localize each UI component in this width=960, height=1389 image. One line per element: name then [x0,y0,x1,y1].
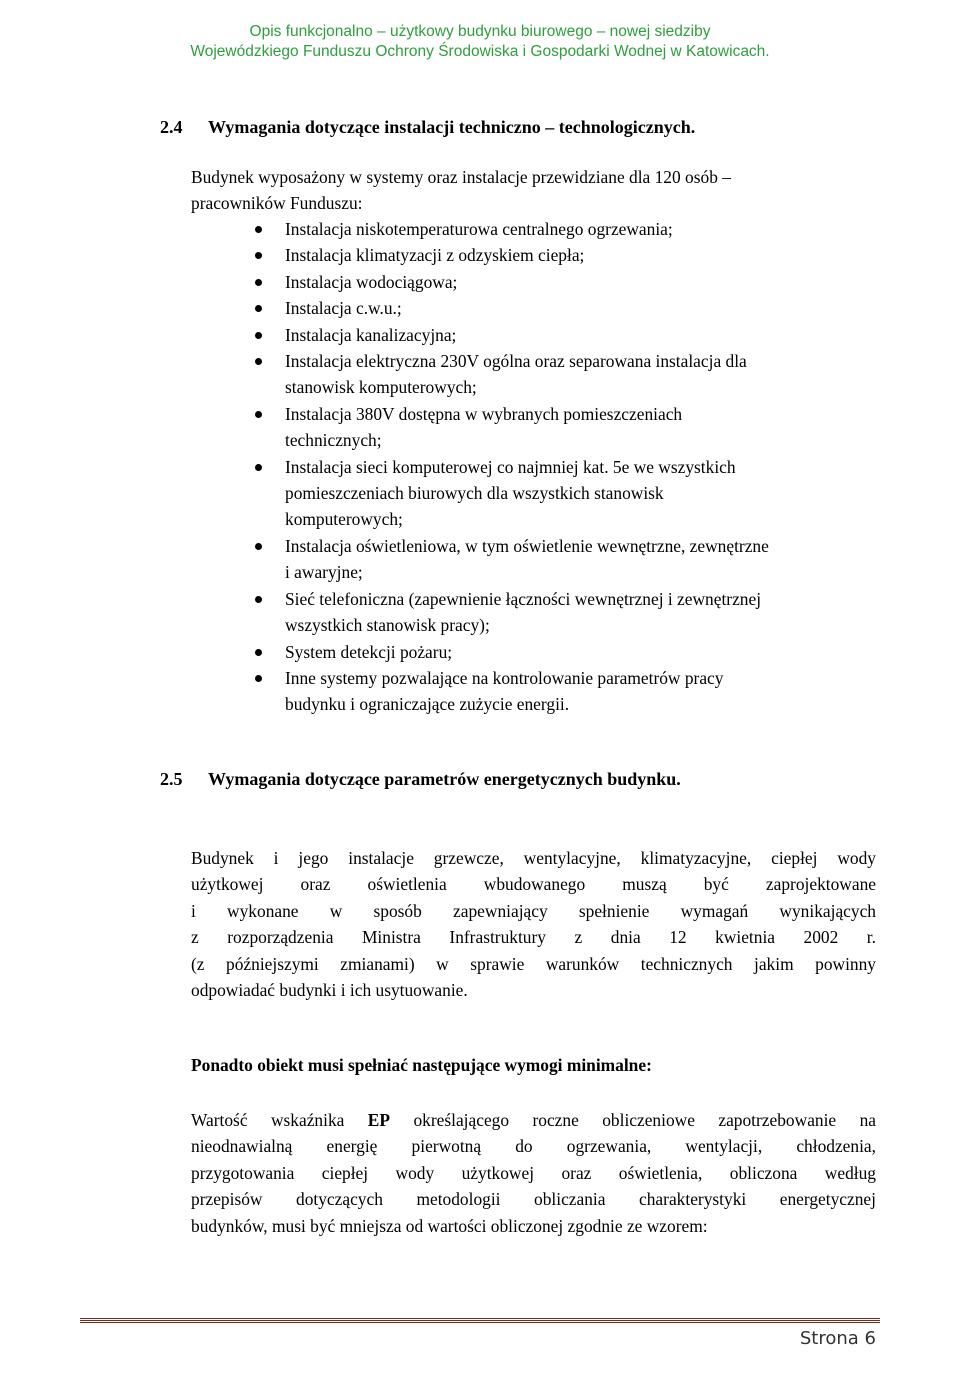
list-item-line: komputerowych; [285,509,403,530]
list-item-text [285,665,875,718]
list-item-text [285,322,875,348]
list-item-line: stanowisk komputerowych; [285,377,477,398]
list-item-line: i awaryjne; [285,562,363,583]
ep-symbol: EP [367,1110,391,1130]
list-item [255,242,875,268]
ep-first-line [191,1107,876,1133]
ep-indicator-paragraph [191,1107,876,1239]
list-item-line: technicznych; [285,430,382,451]
ep-pre-text: Wartość wskaźnika [191,1110,345,1130]
list-item-text [285,454,875,533]
list-item-text [285,295,875,321]
minimal-requirements-heading: Ponadto obiekt musi spełniać następujące wymogi minimalne: [191,1055,652,1075]
section-title: Wymagania dotyczące instalacji techniczno – technologicznych. [208,117,696,137]
section-title: Wymagania dotyczące parametrów energetycznych budynku. [208,769,681,789]
bullet-icon [255,411,262,418]
list-item [255,639,875,665]
bullet-icon [255,305,262,312]
bullet-icon [255,279,262,286]
paragraph-line: nieodnawialną energię pierwotną do ogrzewania, wentylacji, chłodzenia, [191,1136,876,1157]
list-item-text [285,242,875,268]
list-item-line: Instalacja klimatyzacji z odzyskiem ciepła; [285,245,585,266]
list-item-line: Instalacja kanalizacyjna; [285,324,457,345]
section-heading-2-5 [160,769,681,789]
list-item-line: Instalacja wodociągowa; [285,271,458,292]
list-item [255,216,875,242]
section-2-4-intro [191,164,876,217]
bullet-icon [255,464,262,471]
bullet-icon [255,332,262,339]
bullet-icon [255,649,262,656]
list-item-line: Inne systemy pozwalające na kontrolowanie parametrów pracy [285,667,724,688]
intro-line: Budynek wyposażony w systemy oraz instalacje przewidziane dla 120 osób – [191,167,731,187]
list-item-line: wszystkich stanowisk pracy); [285,615,490,636]
list-item [255,401,875,454]
section-heading-2-4 [160,117,695,137]
bullet-icon [255,226,262,233]
intro-line: pracowników Funduszu: [191,193,363,214]
list-item-line: Instalacja elektryczna 230V ogólna oraz separowana instalacja dla [285,351,747,372]
list-item-line: Instalacja oświetleniowa, w tym oświetlenie wewnętrzne, zewnętrzne [285,535,769,556]
list-item [255,665,875,718]
list-item [255,348,875,401]
list-item-text [285,533,875,586]
page-number: Strona 6 [799,1328,876,1349]
list-item-line: Instalacja 380V dostępna w wybranych pomieszczeniach [285,403,683,424]
paragraph-line: odpowiadać budynki i ich usytuowanie. [191,980,468,1001]
paragraph-line: przepisów dotyczących metodologii obliczania charakterystyki energetycznej [191,1189,876,1210]
paragraph-line: użytkowej oraz oświetlenia wbudowanego muszą być zaprojektowane [191,874,876,895]
header-line-1: Opis funkcjonalno – użytkowy budynku biurowego – nowej siedziby [249,23,711,40]
bullet-icon [255,675,262,682]
footer-divider [80,1318,880,1324]
paragraph-line: (z późniejszymi zmianami) w sprawie warunków technicznych jakim powinny [191,953,876,974]
list-item [255,454,875,533]
list-item-text [285,216,875,242]
list-item [255,322,875,348]
list-item [255,533,875,586]
paragraph-line: z rozporządzenia Ministra Infrastruktury z dnia 12 kwietnia 2002 r. [191,927,876,948]
list-item-line: Instalacja sieci komputerowej co najmniej kat. 5e we wszystkich [285,456,736,477]
list-item-text [285,586,875,639]
bullet-icon [255,358,262,365]
paragraph-line: przygotowania ciepłej wody użytkowej oraz oświetlenia, obliczona według [191,1162,876,1183]
list-item-line: Instalacja c.w.u.; [285,298,402,319]
list-item-text [285,348,875,401]
section-number: 2.5 [160,769,183,789]
installations-list [255,216,875,718]
section-number: 2.4 [160,117,183,137]
bullet-icon [255,543,262,550]
paragraph-line: budynków, musi być mniejsza od wartości obliczonej zgodnie ze wzorem: [191,1215,708,1236]
bullet-icon [255,252,262,259]
paragraph-line: Budynek i jego instalacje grzewcze, wentylacyjne, klimatyzacyjne, ciepłej wody [191,848,876,868]
list-item-line: budynku i ograniczające zużycie energii. [285,694,570,715]
ep-post-text: określającego roczne obliczeniowe zapotrzebowanie na [413,1110,876,1130]
list-item [255,269,875,295]
list-item-line: pomieszczeniach biurowych dla wszystkich stanowisk [285,483,664,504]
list-item [255,586,875,639]
list-item-text [285,401,875,454]
list-item-text [285,639,875,665]
list-item-line: System detekcji pożaru; [285,641,453,662]
list-item [255,295,875,321]
page-header [0,22,960,62]
list-item-line: Instalacja niskotemperaturowa centralnego ogrzewania; [285,219,673,239]
list-item-line: Sieć telefoniczna (zapewnienie łączności wewnętrznej i zewnętrznej [285,588,762,609]
header-line-2: Wojewódzkiego Funduszu Ochrony Środowiska i Gospodarki Wodnej w Katowicach. [190,43,770,60]
bullet-icon [255,596,262,603]
paragraph-line: i wykonane w sposób zapewniający spełnienie wymagań wynikających [191,900,876,921]
list-item-text [285,269,875,295]
energy-requirements-paragraph [191,845,876,1003]
